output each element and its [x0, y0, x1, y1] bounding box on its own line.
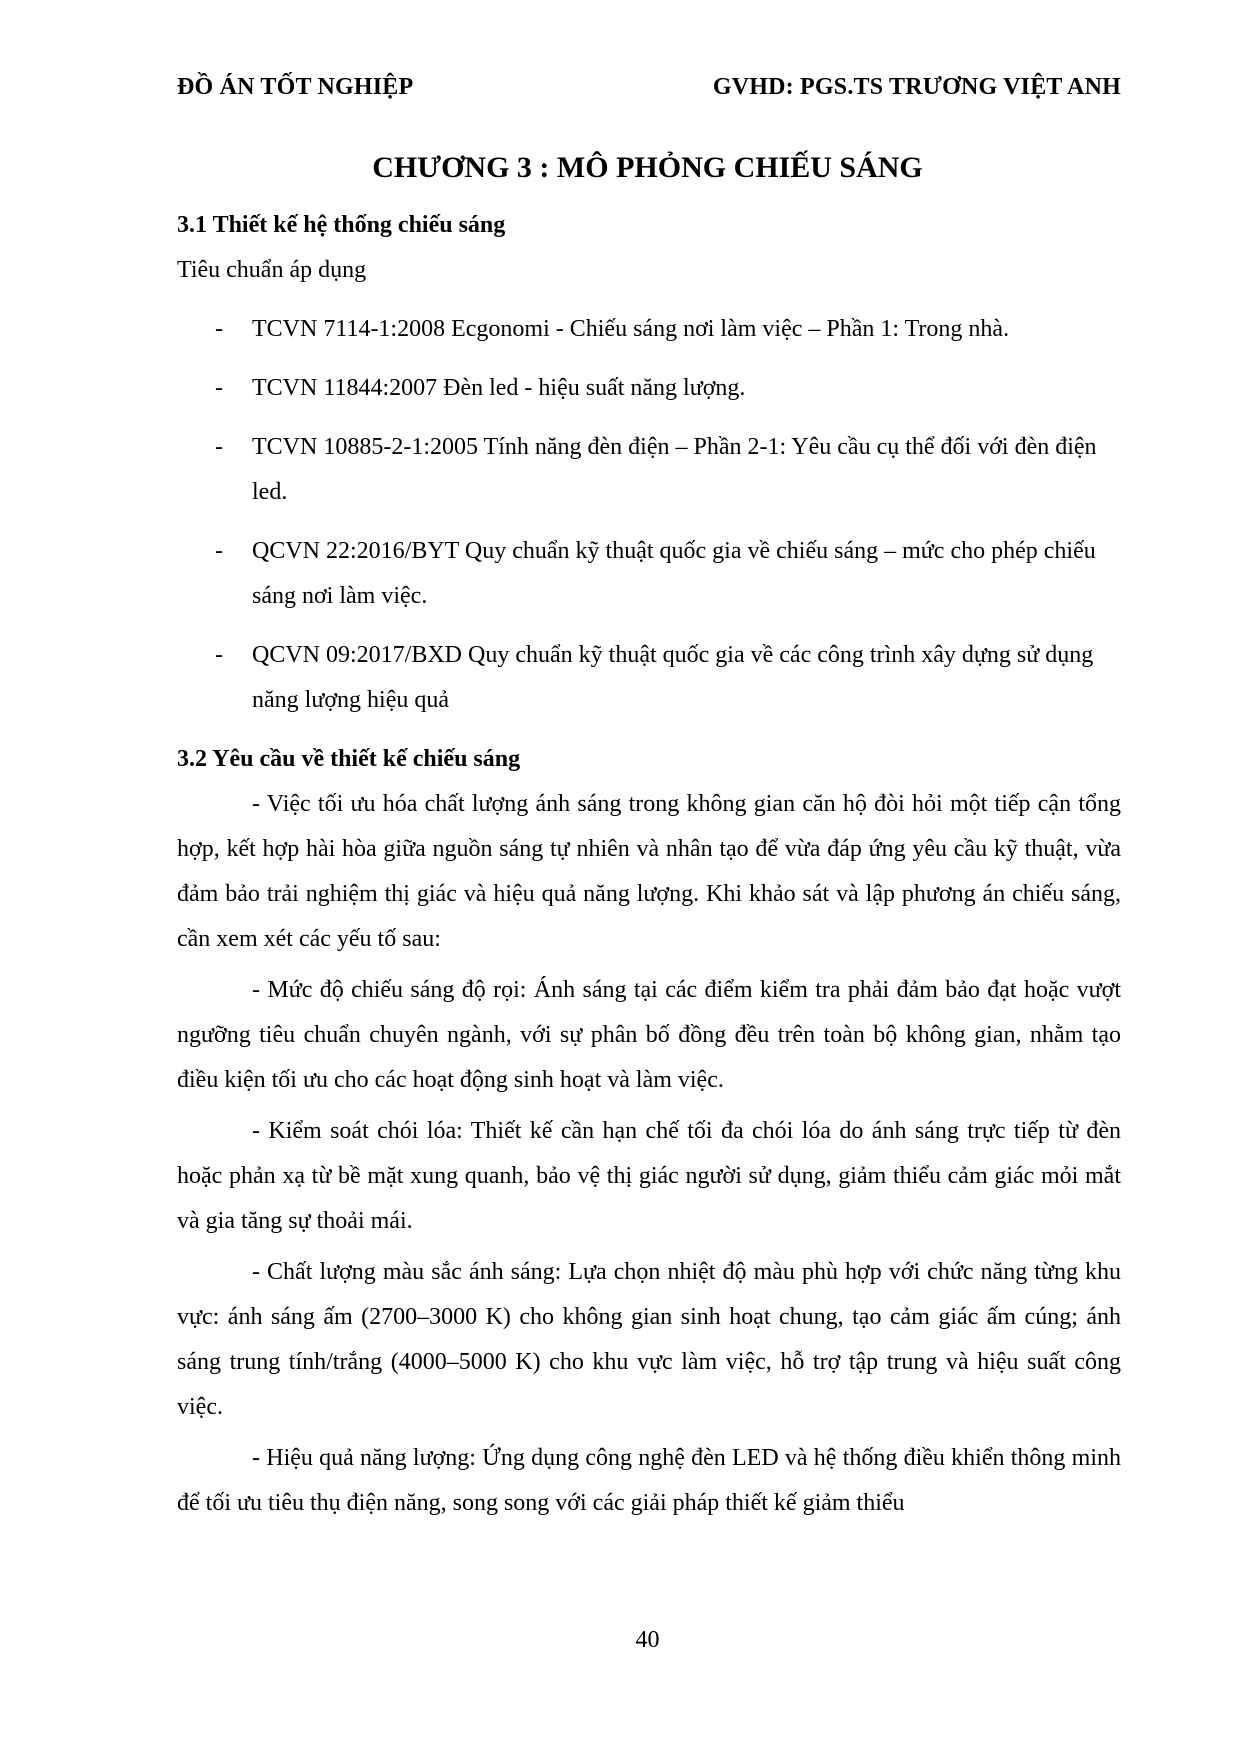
bullet-dash: - — [215, 642, 223, 668]
standard-text: TCVN 11844:2007 Đèn led - hiệu suất năng lượng. — [252, 375, 746, 401]
body-paragraph: - Việc tối ưu hóa chất lượng ánh sáng trong không gian căn hộ đòi hỏi một tiếp cận tổng hợp, kết hợp hài hòa giữa nguồn sáng tự nhiên và nhân tạo để vừa đáp ứng yêu cầu kỹ thuật, vừa đảm bảo trải nghiệm thị giác và hiệu quả năng lượng. Khi khảo sát và lập phương án chiếu sáng, cần xem xét các yếu tố sau: — [177, 791, 1121, 952]
body-paragraph: - Mức độ chiếu sáng độ rọi: Ánh sáng tại các điểm kiểm tra phải đảm bảo đạt hoặc vượt ngưỡng tiêu chuẩn chuyên ngành, với sự phân bố đồng đều trên toàn bộ không gian, nhằm tạo điều kiện tối ưu cho các hoạt động sinh hoạt và làm việc. — [177, 977, 1121, 1093]
standard-text: TCVN 7114-1:2008 Ecgonomi - Chiếu sáng nơi làm việc – Phần 1: Trong nhà. — [252, 316, 1010, 342]
body-paragraph: - Chất lượng màu sắc ánh sáng: Lựa chọn nhiệt độ màu phù hợp với chức năng từng khu vực: ánh sáng ấm (2700–3000 K) cho không gian sinh hoạt chung, tạo cảm giác ấm cúng; ánh sáng trung tính/trắng (4000–5000 K) cho khu vực làm việc, hỗ trợ tập trung và hiệu suất công việc. — [177, 1259, 1121, 1420]
bullet-dash: - — [215, 375, 223, 401]
section-heading-3-2: 3.2 Yêu cầu về thiết kế chiếu sáng — [177, 746, 521, 772]
list-item — [177, 366, 1121, 411]
body-paragraph: - Kiểm soát chói lóa: Thiết kế cần hạn chế tối đa chói lóa do ánh sáng trực tiếp từ đèn hoặc phản xạ từ bề mặt xung quanh, bảo vệ thị giác người sử dụng, giảm thiểu cảm giác mỏi mắt và gia tăng sự thoải mái. — [177, 1118, 1121, 1234]
standards-intro: Tiêu chuẩn áp dụng — [177, 257, 367, 283]
page-number: 40 — [635, 1627, 660, 1653]
header-project-title: ĐỒ ÁN TỐT NGHIỆP — [177, 74, 414, 100]
list-item — [177, 529, 1121, 619]
list-item — [177, 425, 1121, 515]
bullet-dash: - — [215, 434, 223, 460]
list-item — [177, 307, 1121, 352]
standard-text: QCVN 09:2017/BXD Quy chuẩn kỹ thuật quốc gia về các công trình xây dựng sử dụng năng lượng hiệu quả — [252, 642, 1094, 713]
bullet-dash: - — [215, 538, 223, 564]
chapter-title: CHƯƠNG 3 : MÔ PHỎNG CHIẾU SÁNG — [372, 151, 923, 184]
section-heading-3-1: 3.1 Thiết kế hệ thống chiếu sáng — [177, 212, 506, 238]
list-item — [177, 633, 1121, 723]
standard-text: QCVN 22:2016/BYT Quy chuẩn kỹ thuật quốc gia về chiếu sáng – mức cho phép chiếu sáng nơi làm việc. — [252, 538, 1096, 609]
standards-list — [177, 307, 1121, 723]
page-header — [177, 74, 1121, 101]
page-body — [177, 203, 1121, 1532]
body-paragraph: - Hiệu quả năng lượng: Ứng dụng công nghệ đèn LED và hệ thống điều khiển thông minh để tối ưu tiêu thụ điện năng, song song với các giải pháp thiết kế giảm thiểu — [177, 1445, 1121, 1516]
standard-text: TCVN 10885-2-1:2005 Tính năng đèn điện – Phần 2-1: Yêu cầu cụ thể đối với đèn điện led. — [252, 434, 1097, 505]
bullet-dash: - — [215, 316, 223, 342]
header-supervisor: GVHD: PGS.TS TRƯƠNG VIỆT ANH — [712, 74, 1121, 100]
